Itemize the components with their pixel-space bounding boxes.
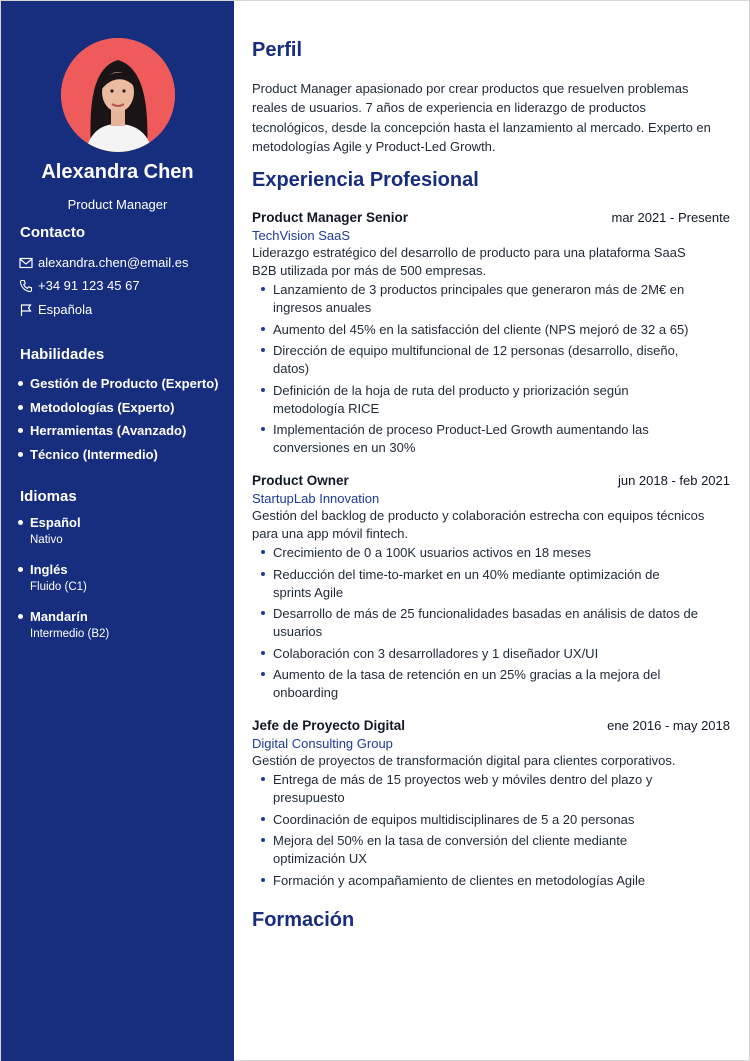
profile-text: Product Manager apasionado por crear productos que resuelven problemas reales de usuarios. 7 años de experiencia en liderazgo de productos tecnológicos, desde la concepción hasta el lanzamiento al mercado. Experto en metodologías Agile y Product-Led Growth. — [252, 81, 711, 154]
skills-list — [18, 372, 219, 466]
job-dates: mar 2021 - Presente — [611, 210, 730, 225]
contact-heading: Contacto — [20, 224, 85, 241]
list-item: Entrega de más de 15 proyectos web y móviles dentro del plazo y presupuesto — [260, 771, 700, 807]
job-title: Jefe de Proyecto Digital — [252, 718, 406, 733]
list-item: Dirección de equipo multifuncional de 12 personas (desarrollo, diseño, datos) — [260, 342, 700, 378]
skills-heading: Habilidades — [20, 346, 105, 363]
list-item: Lanzamiento de 3 productos principales que generaron más de 2M€ en ingresos anuales — [260, 281, 700, 317]
list-item: Metodologías (Experto) — [18, 396, 219, 420]
company-name: TechVision SaaS — [252, 228, 351, 243]
achievement-list — [260, 771, 730, 890]
job-dates: ene 2016 - may 2018 — [607, 718, 730, 733]
job-entry — [252, 210, 730, 461]
language-name: Mandarín — [30, 609, 88, 624]
language-item — [18, 562, 87, 593]
list-item: Definición de la hoja de ruta del producto y priorización según metodología RICE — [260, 382, 700, 418]
language-level: Nativo — [30, 534, 63, 546]
language-name: Español — [30, 515, 81, 530]
list-item: Crecimiento de 0 a 100K usuarios activos en 18 meses — [260, 544, 700, 562]
job-description: Gestión del backlog de producto y colaboración estrecha con equipos técnicos para una app móvil fintech. — [252, 508, 705, 541]
contact-phone[interactable] — [19, 278, 140, 293]
flag-icon — [19, 303, 33, 317]
language-level: Intermedio (B2) — [30, 628, 110, 640]
profile-photo — [61, 38, 175, 152]
list-item: Gestión de Producto (Experto) — [18, 372, 219, 396]
contact-nationality-text: Española — [38, 302, 93, 317]
list-item: Aumento del 45% en la satisfacción del cliente (NPS mejoró de 32 a 65) — [260, 321, 700, 339]
achievement-list — [260, 281, 730, 457]
mail-icon — [19, 256, 33, 270]
list-item: Desarrollo de más de 25 funcionalidades basadas en análisis de datos de usuarios — [260, 605, 700, 641]
sidebar — [1, 1, 234, 1061]
job-description: Liderazgo estratégico del desarrollo de producto para una plataforma SaaS B2B utilizada por más de 500 empresas. — [252, 245, 686, 278]
list-item: Formación y acompañamiento de clientes en metodologías Agile — [260, 872, 700, 890]
company-name: Digital Consulting Group — [252, 736, 393, 751]
language-item — [18, 515, 81, 546]
company-name: StartupLab Innovation — [252, 491, 380, 506]
language-name: Inglés — [30, 562, 68, 577]
contact-phone-text: +34 91 123 45 67 — [38, 278, 140, 293]
job-entry — [252, 718, 730, 893]
language-level: Fluido (C1) — [30, 581, 87, 593]
education-heading: Formación — [252, 909, 355, 931]
job-dates: jun 2018 - feb 2021 — [617, 473, 730, 488]
candidate-name: Alexandra Chen — [41, 161, 194, 183]
list-item: Colaboración con 3 desarrolladores y 1 diseñador UX/UI — [260, 645, 700, 663]
contact-email[interactable] — [19, 255, 189, 270]
job-title: Product Owner — [252, 473, 349, 488]
job-title: Product Manager Senior — [252, 210, 409, 225]
job-entry — [252, 473, 730, 706]
list-item: Herramientas (Avanzado) — [18, 419, 219, 443]
language-item — [18, 609, 109, 640]
list-item: Mejora del 50% en la tasa de conversión del cliente mediante optimización UX — [260, 832, 700, 868]
job-description: Gestión de proyectos de transformación digital para clientes corporativos. — [252, 753, 676, 768]
list-item: Coordinación de equipos multidisciplinares de 5 a 20 personas — [260, 811, 700, 829]
list-item: Aumento de la tasa de retención en un 25% gracias a la mejora del onboarding — [260, 666, 700, 702]
experience-heading: Experiencia Profesional — [252, 169, 479, 191]
list-item: Técnico (Intermedio) — [18, 443, 219, 467]
candidate-role: Product Manager — [67, 197, 168, 212]
list-item: Reducción del time-to-market en un 40% mediante optimización de sprints Agile — [260, 566, 700, 602]
phone-icon — [19, 279, 33, 293]
profile-heading: Perfil — [252, 39, 303, 61]
list-item: Implementación de proceso Product-Led Growth aumentando las conversiones en un 30% — [260, 421, 700, 457]
contact-nationality — [19, 302, 92, 317]
languages-heading: Idiomas — [20, 488, 77, 505]
achievement-list — [260, 544, 730, 702]
contact-email-text: alexandra.chen@email.es — [38, 255, 189, 270]
